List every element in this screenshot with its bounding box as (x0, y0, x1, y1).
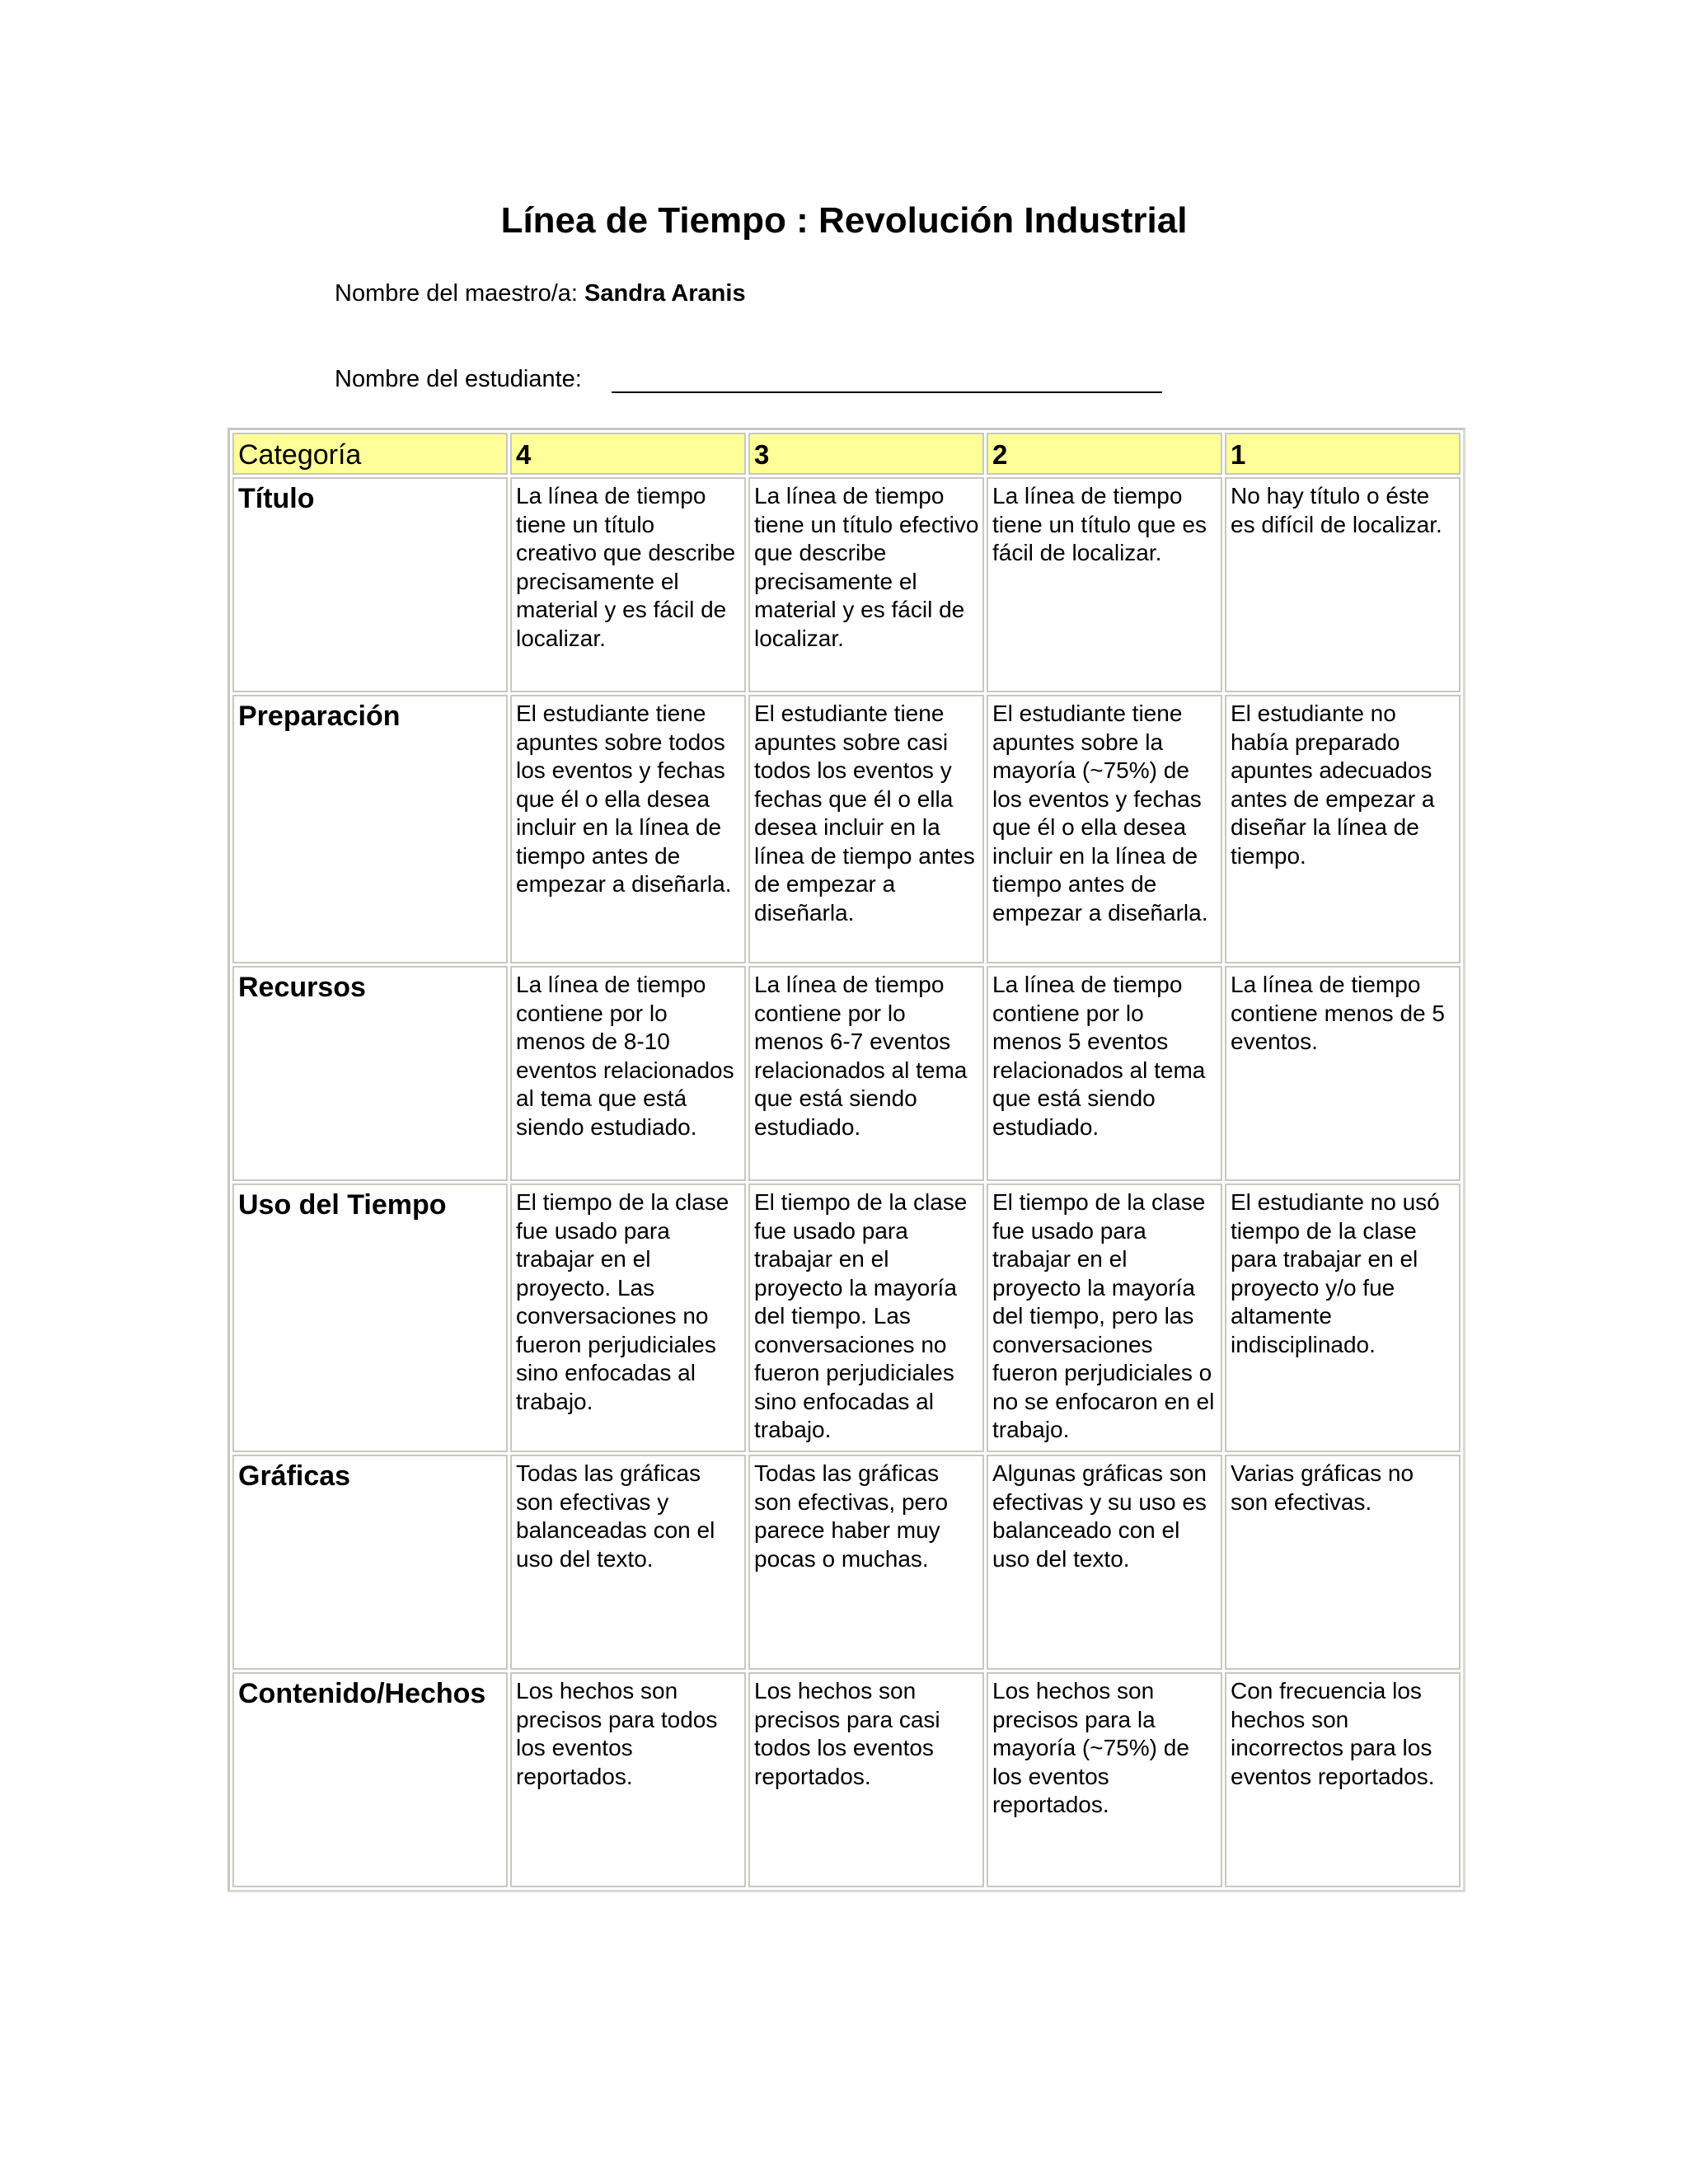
criteria-cell-3: El tiempo de la clase fue usado para trabajar en el proyecto la mayoría del tiempo. Las conversaciones no fueron perjudiciales sino enfocadas al trabajo. (748, 1183, 984, 1452)
rubric-table (227, 428, 1465, 1892)
criteria-cell-4: El tiempo de la clase fue usado para trabajar en el proyecto. Las conversaciones no fueron perjudiciales sino enfocadas al trabajo. (510, 1183, 746, 1452)
category-cell: Preparación (232, 695, 508, 963)
criteria-cell-3: La línea de tiempo contiene por lo menos 6-7 eventos relacionados al tema que está siendo estudiado. (748, 966, 984, 1181)
criteria-cell-4: Todas las gráficas son efectivas y balanceadas con el uso del texto. (510, 1455, 746, 1670)
header-category: Categoría (232, 433, 508, 475)
category-cell: Uso del Tiempo (232, 1183, 508, 1452)
category-cell: Gráficas (232, 1455, 508, 1670)
criteria-cell-2: Algunas gráficas son efectivas y su uso es balanceado con el uso del texto. (987, 1455, 1222, 1670)
criteria-cell-3: Los hechos son precisos para casi todos los eventos reportados. (748, 1672, 984, 1887)
criteria-cell-1: El estudiante no había preparado apuntes adecuados antes de empezar a diseñar la línea de tiempo. (1225, 695, 1461, 963)
criteria-cell-4: La línea de tiempo tiene un título creativo que describe precisamente el material y es fácil de localizar. (510, 477, 746, 692)
student-name-label: Nombre del estudiante: (335, 366, 582, 392)
category-cell: Contenido/Hechos (232, 1672, 508, 1887)
rubric-row-uso-del-tiempo (232, 1183, 1461, 1452)
criteria-cell-4: El estudiante tiene apuntes sobre todos los eventos y fechas que él o ella desea incluir en la línea de tiempo antes de empezar a diseñarla. (510, 695, 746, 963)
criteria-cell-2: Los hechos son precisos para la mayoría (~75%) de los eventos reportados. (987, 1672, 1222, 1887)
criteria-cell-1: El estudiante no usó tiempo de la clase para trabajar en el proyecto y/o fue altamente indisciplinado. (1225, 1183, 1461, 1452)
criteria-cell-3: La línea de tiempo tiene un título efectivo que describe precisamente el material y es fácil de localizar. (748, 477, 984, 692)
criteria-cell-4: La línea de tiempo contiene por lo menos de 8-10 eventos relacionados al tema que está siendo estudiado. (510, 966, 746, 1181)
criteria-cell-3: Todas las gráficas son efectivas, pero parece haber muy pocas o muchas. (748, 1455, 984, 1670)
teacher-label: Nombre del maestro/a: (335, 280, 585, 307)
rubric-row-preparacion (232, 695, 1461, 963)
criteria-cell-1: No hay título o éste es difícil de localizar. (1225, 477, 1461, 692)
criteria-cell-4: Los hechos son precisos para todos los eventos reportados. (510, 1672, 746, 1887)
header-score-4: 4 (510, 433, 746, 475)
criteria-cell-2: El tiempo de la clase fue usado para trabajar en el proyecto la mayoría del tiempo, pero las conversaciones fueron perjudiciales o no se enfocaron en el trabajo. (987, 1183, 1222, 1452)
rubric-header-row (232, 433, 1461, 475)
criteria-cell-1: Con frecuencia los hechos son incorrectos para los eventos reportados. (1225, 1672, 1461, 1887)
rubric-row-titulo (232, 477, 1461, 692)
criteria-cell-3: El estudiante tiene apuntes sobre casi todos los eventos y fechas que él o ella desea incluir en la línea de tiempo antes de empezar a diseñarla. (748, 695, 984, 963)
criteria-cell-2: El estudiante tiene apuntes sobre la mayoría (~75%) de los eventos y fechas que él o ella desea incluir en la línea de tiempo antes de empezar a diseñarla. (987, 695, 1222, 963)
criteria-cell-2: La línea de tiempo tiene un título que es fácil de localizar. (987, 477, 1222, 692)
criteria-cell-2: La línea de tiempo contiene por lo menos 5 eventos relacionados al tema que está siendo estudiado. (987, 966, 1222, 1181)
document-title: Línea de Tiempo : Revolución Industrial (500, 200, 1188, 241)
teacher-line (335, 277, 746, 310)
header-score-3: 3 (748, 433, 984, 475)
rubric-row-graficas (232, 1455, 1461, 1670)
rubric-row-recursos (232, 966, 1461, 1181)
header-score-1: 1 (1225, 433, 1461, 475)
rubric-row-contenido-hechos (232, 1672, 1461, 1887)
teacher-name: Sandra Aranis (584, 280, 746, 307)
criteria-cell-1: La línea de tiempo contiene menos de 5 eventos. (1225, 966, 1461, 1181)
category-cell: Recursos (232, 966, 508, 1181)
criteria-cell-1: Varias gráficas no son efectivas. (1225, 1455, 1461, 1670)
category-cell: Título (232, 477, 508, 692)
header-score-2: 2 (987, 433, 1222, 475)
student-name-blank-line (612, 391, 1162, 393)
